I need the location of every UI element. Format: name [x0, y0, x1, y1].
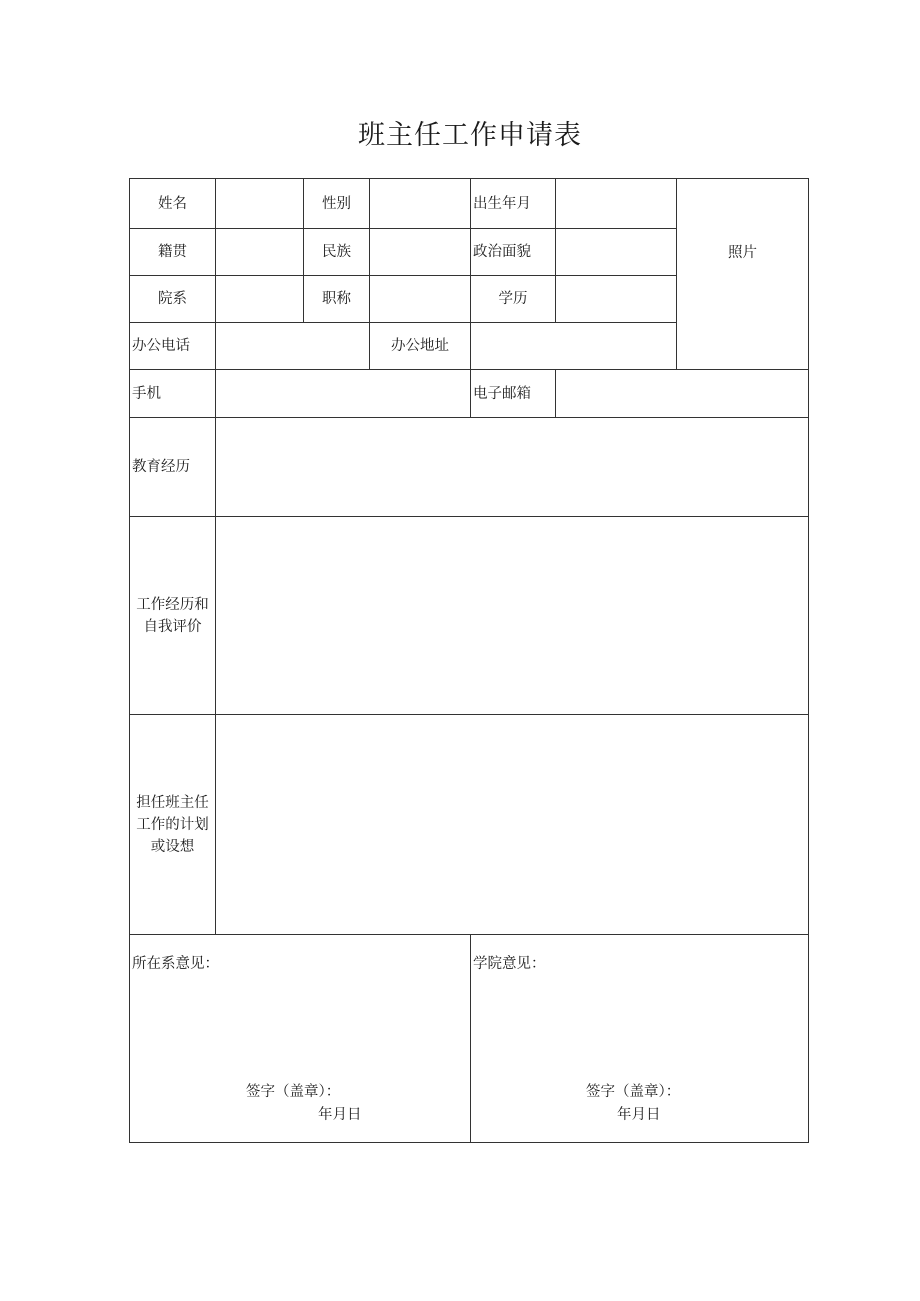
label-birth: 出生年月 [473, 195, 531, 212]
plan-field[interactable] [216, 715, 808, 934]
label-department: 院系 [158, 291, 187, 307]
dept-date-label: 年月日 [318, 1107, 362, 1123]
table-border-bottom [129, 1142, 809, 1143]
gender-field[interactable] [370, 179, 470, 228]
native-place-field[interactable] [216, 229, 303, 275]
office-phone-field[interactable] [216, 323, 369, 369]
label-mobile: 手机 [132, 385, 161, 402]
label-gender: 性别 [322, 195, 351, 212]
label-education-history: 教育经历 [132, 459, 190, 475]
dept-signature-label: 签字（盖章）： [246, 1084, 341, 1100]
education-history-field[interactable] [216, 418, 808, 516]
form-title: 班主任工作申请表 [358, 120, 582, 151]
label-political-status: 政治面貌 [473, 244, 531, 260]
name-field[interactable] [216, 179, 303, 228]
email-field[interactable] [556, 370, 808, 417]
work-history-field[interactable] [216, 517, 808, 714]
label-name: 姓名 [158, 195, 187, 212]
political-status-field[interactable] [556, 229, 676, 275]
label-dept-opinion: 所在系意见： [132, 956, 219, 972]
mobile-field[interactable] [216, 370, 470, 417]
office-address-field[interactable] [471, 323, 676, 369]
ethnicity-field[interactable] [370, 229, 470, 275]
label-email: 电子邮箱 [473, 385, 531, 402]
label-college-opinion: 学院意见： [473, 956, 546, 972]
label-job-title: 职称 [322, 291, 351, 307]
label-plan: 担任班主任 工作的计划 或设想 [136, 794, 209, 855]
label-native-place: 籍贯 [158, 244, 187, 260]
label-work-history: 工作经历和 自我评价 [136, 596, 209, 635]
job-title-field[interactable] [370, 276, 470, 322]
birth-field[interactable] [556, 179, 676, 228]
dept-opinion-area[interactable] [130, 935, 470, 1142]
label-education: 学历 [498, 291, 528, 307]
college-date-label: 年月日 [617, 1107, 661, 1123]
college-signature-label: 签字（盖章）： [586, 1084, 681, 1100]
table-border-right [808, 178, 809, 1143]
education-field[interactable] [556, 276, 676, 322]
photo-area[interactable] [677, 179, 808, 369]
label-office-phone: 办公电话 [132, 338, 190, 354]
label-photo: 照片 [728, 245, 757, 261]
department-field[interactable] [216, 276, 303, 322]
label-ethnicity: 民族 [322, 244, 351, 260]
label-office-address: 办公地址 [391, 338, 449, 354]
